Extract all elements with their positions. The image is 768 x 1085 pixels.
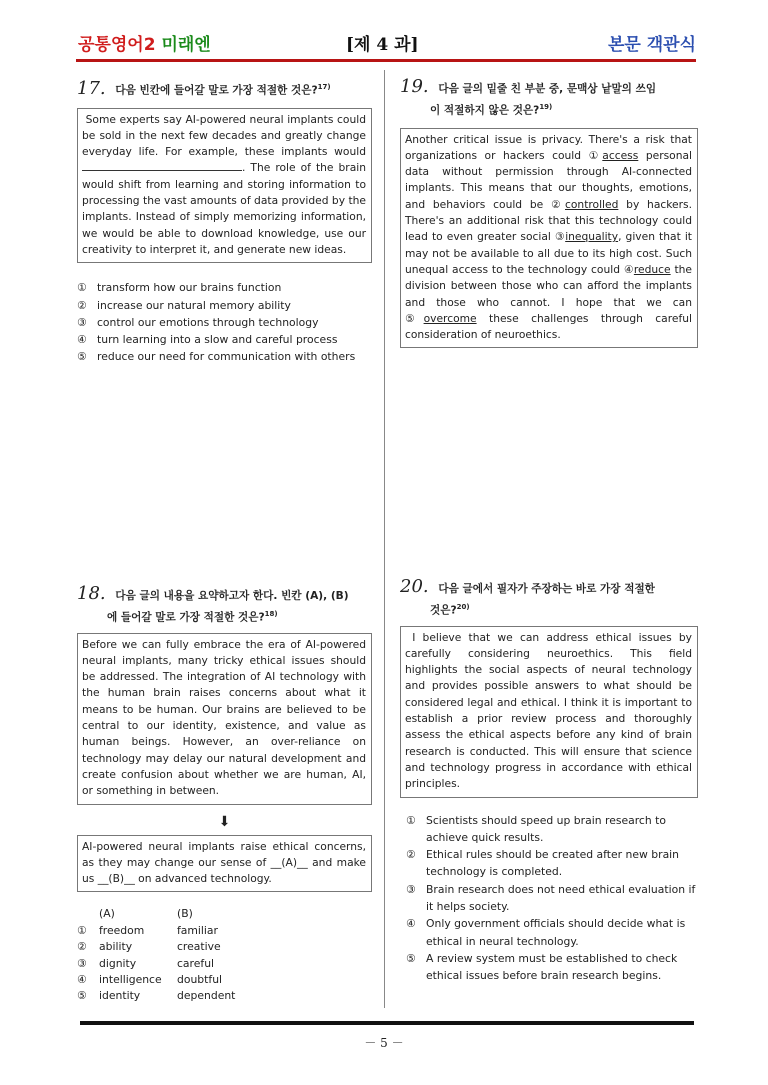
passage-text: Before we can fully embrace the era of AI-powered neural implants, many tricky ethical issues should be addressed. The integration of AI technology with the human brain raises concerns about what it means to be human. Our brains are believed to be central to our identity, existence, and value as human beings. However, an over-reliance on technology may delay our natural development and create confusion about whether we are human, AI, or something in between. [82, 637, 366, 798]
down-arrow-icon: ⬇ [218, 813, 231, 830]
question-19-header [400, 78, 698, 120]
option-number: ④ [77, 333, 87, 347]
answer-option[interactable] [77, 348, 372, 365]
option-b: familiar [177, 923, 218, 937]
footnote-ref: 20) [456, 603, 470, 611]
option-number: ② [77, 298, 87, 312]
option-number: ④ [77, 973, 87, 987]
option-number: ③ [406, 882, 416, 896]
option-text: A review system must be established to check ethical issues before brain research begins. [426, 951, 678, 983]
page-number: － 5 － [364, 1036, 404, 1050]
underlined-word: controlled [565, 197, 619, 211]
question-number: 18. [77, 583, 106, 604]
option-number: ① [77, 923, 87, 937]
question-20 [400, 578, 698, 984]
question-prompt: 다음 글의 내용을 요약하고자 한다. 빈칸 (A), (B) [115, 590, 349, 602]
question-number: 17. [77, 77, 106, 99]
summary-box [77, 835, 372, 893]
question-17-header [77, 78, 372, 100]
option-text: increase our natural memory ability [97, 298, 291, 312]
answer-option[interactable] [77, 279, 372, 296]
column-divider [384, 70, 385, 1008]
passage-box [77, 108, 372, 264]
option-number: ⑤ [406, 951, 416, 965]
option-number: ② [77, 940, 87, 954]
option-number: ① [406, 813, 416, 827]
passage-text: . The role of the brain would shift from learning and storing information to processing the vast amounts of data provided by the implants. Instead of simply memorizing information, we would be able to download knowledge, use our creativity to interpret it, and generate new ideas. [82, 161, 366, 256]
option-number: ④ [406, 917, 416, 931]
option-number: ① [77, 281, 87, 295]
option-a: dignity [99, 956, 137, 970]
answer-options [77, 279, 372, 365]
passage-box [77, 633, 372, 805]
underlined-word: inequality [565, 230, 619, 244]
answer-options [400, 812, 698, 985]
option-text: Ethical rules should be created after new brain technology is completed. [426, 848, 680, 879]
answer-option[interactable] [406, 881, 698, 916]
column-b-header: (B) [177, 907, 193, 921]
option-text: reduce our need for communication with others [97, 350, 356, 364]
answer-option[interactable] [406, 915, 698, 950]
answer-option[interactable] [77, 923, 235, 939]
header-lesson: [제 4 과] [346, 35, 419, 55]
question-prompt-cont: 이 적절하지 않은 것은? [430, 104, 540, 117]
passage-text: the division between those who can afford the implants and those who cannot. I hope that we can ⑤ [405, 262, 693, 325]
option-a: intelligence [99, 973, 162, 987]
answer-option[interactable] [77, 956, 235, 972]
option-b: doubtful [177, 973, 223, 987]
passage-box [400, 626, 698, 798]
option-text: Scientists should speed up brain research to achieve quick results. [426, 813, 666, 844]
option-number: ③ [77, 315, 87, 329]
passage-box [400, 128, 698, 349]
question-prompt-cont: 것은? [430, 604, 457, 617]
passage-text: Some experts say AI-powered neural implants could be sold in the next few decades and greatly change everyday life. For example, these implants would [82, 112, 366, 159]
option-number: ⑤ [77, 350, 87, 364]
question-20-header [400, 578, 698, 620]
answer-option[interactable] [406, 812, 698, 847]
answer-option[interactable] [77, 939, 235, 955]
option-text: Only government officials should decide what is ethical in neural technology. [426, 917, 686, 948]
option-a: ability [99, 940, 133, 954]
answer-option[interactable] [406, 846, 698, 881]
option-a: freedom [99, 923, 145, 937]
answer-option[interactable] [77, 297, 372, 314]
passage-text: these challenges through careful consideration of neuroethics. [405, 311, 692, 342]
answer-option[interactable] [77, 972, 235, 988]
answer-option[interactable] [77, 314, 372, 331]
question-number: 20. [400, 576, 429, 597]
passage-text: , given that it may not be available to all due to its high cost. Such unequal access to the technology could ④ [405, 230, 692, 276]
answer-option[interactable] [77, 331, 372, 348]
question-prompt: 다음 글의 밑줄 친 부분 중, 문맥상 낱말의 쓰임 [438, 83, 657, 95]
header-rule [76, 59, 696, 62]
option-text: turn learning into a slow and careful process [97, 333, 338, 347]
underlined-word: reduce [633, 262, 671, 276]
footnote-ref: 19) [539, 103, 553, 111]
footnote-ref: 18) [264, 610, 278, 618]
column-a-header: (A) [99, 907, 115, 921]
passage-text: I believe that we can address ethical issues by carefully considering neuroethics. This field highlights the social aspects of neural technology and provides possible answers to what should be considered legal and ethical. I think it is important to establish a prior review process and thoroughly assess the ethical aspects before any kind of brain research is conducted. This will ensure that science and technology progress in accordance with ethical principles. [405, 630, 692, 791]
question-prompt-cont: 에 들어갈 말로 가장 적절한 것은? [107, 611, 265, 624]
option-b: careful [177, 956, 215, 970]
option-number: ⑤ [77, 989, 87, 1003]
footer-rule [80, 1021, 694, 1025]
question-18 [77, 585, 372, 1005]
underlined-word: access [602, 148, 639, 162]
passage-text: personal data without permission through AI-connected implants. This means that our thoughts, emotions, and behaviors could be ② [405, 148, 692, 211]
summary-text: AI-powered neural implants raise ethical concerns, as they may change our sense of __(A)__ and make us __(B)__ on advanced technology. [82, 839, 366, 886]
answer-option[interactable] [77, 988, 235, 1004]
question-prompt: 다음 빈칸에 들어갈 말로 가장 적절한 것은? [115, 84, 318, 97]
question-17 [77, 78, 372, 366]
passage-text: Another critical issue is privacy. There's a risk that organizations or hackers could ① [405, 132, 692, 162]
header-title [78, 30, 211, 60]
option-b: creative [177, 940, 221, 954]
option-number: ③ [77, 956, 87, 970]
option-text: transform how our brains function [97, 281, 282, 295]
header-publisher: 미래엔 [161, 35, 211, 55]
footnote-ref: 17) [317, 83, 331, 91]
passage-text: by hackers. There's an additional risk that this technology could lead to even greater social ③ [405, 197, 692, 244]
underlined-word: overcome [423, 311, 477, 325]
question-18-header [77, 585, 372, 627]
answer-options [77, 906, 235, 1004]
option-b: dependent [177, 989, 236, 1003]
option-text: Brain research does not need ethical evaluation if it helps society. [426, 882, 696, 913]
option-number: ② [406, 848, 416, 862]
question-prompt: 다음 글에서 필자가 주장하는 바로 가장 적절한 [438, 583, 655, 595]
option-a: identity [99, 989, 141, 1003]
question-19 [400, 78, 698, 348]
option-text: control our emotions through technology [97, 315, 319, 329]
header-course: 공통영어2 [78, 35, 156, 55]
answer-option[interactable] [406, 950, 698, 985]
header-section: 본문 객관식 [607, 35, 696, 55]
question-number: 19. [400, 76, 429, 97]
answer-blank [82, 160, 242, 171]
